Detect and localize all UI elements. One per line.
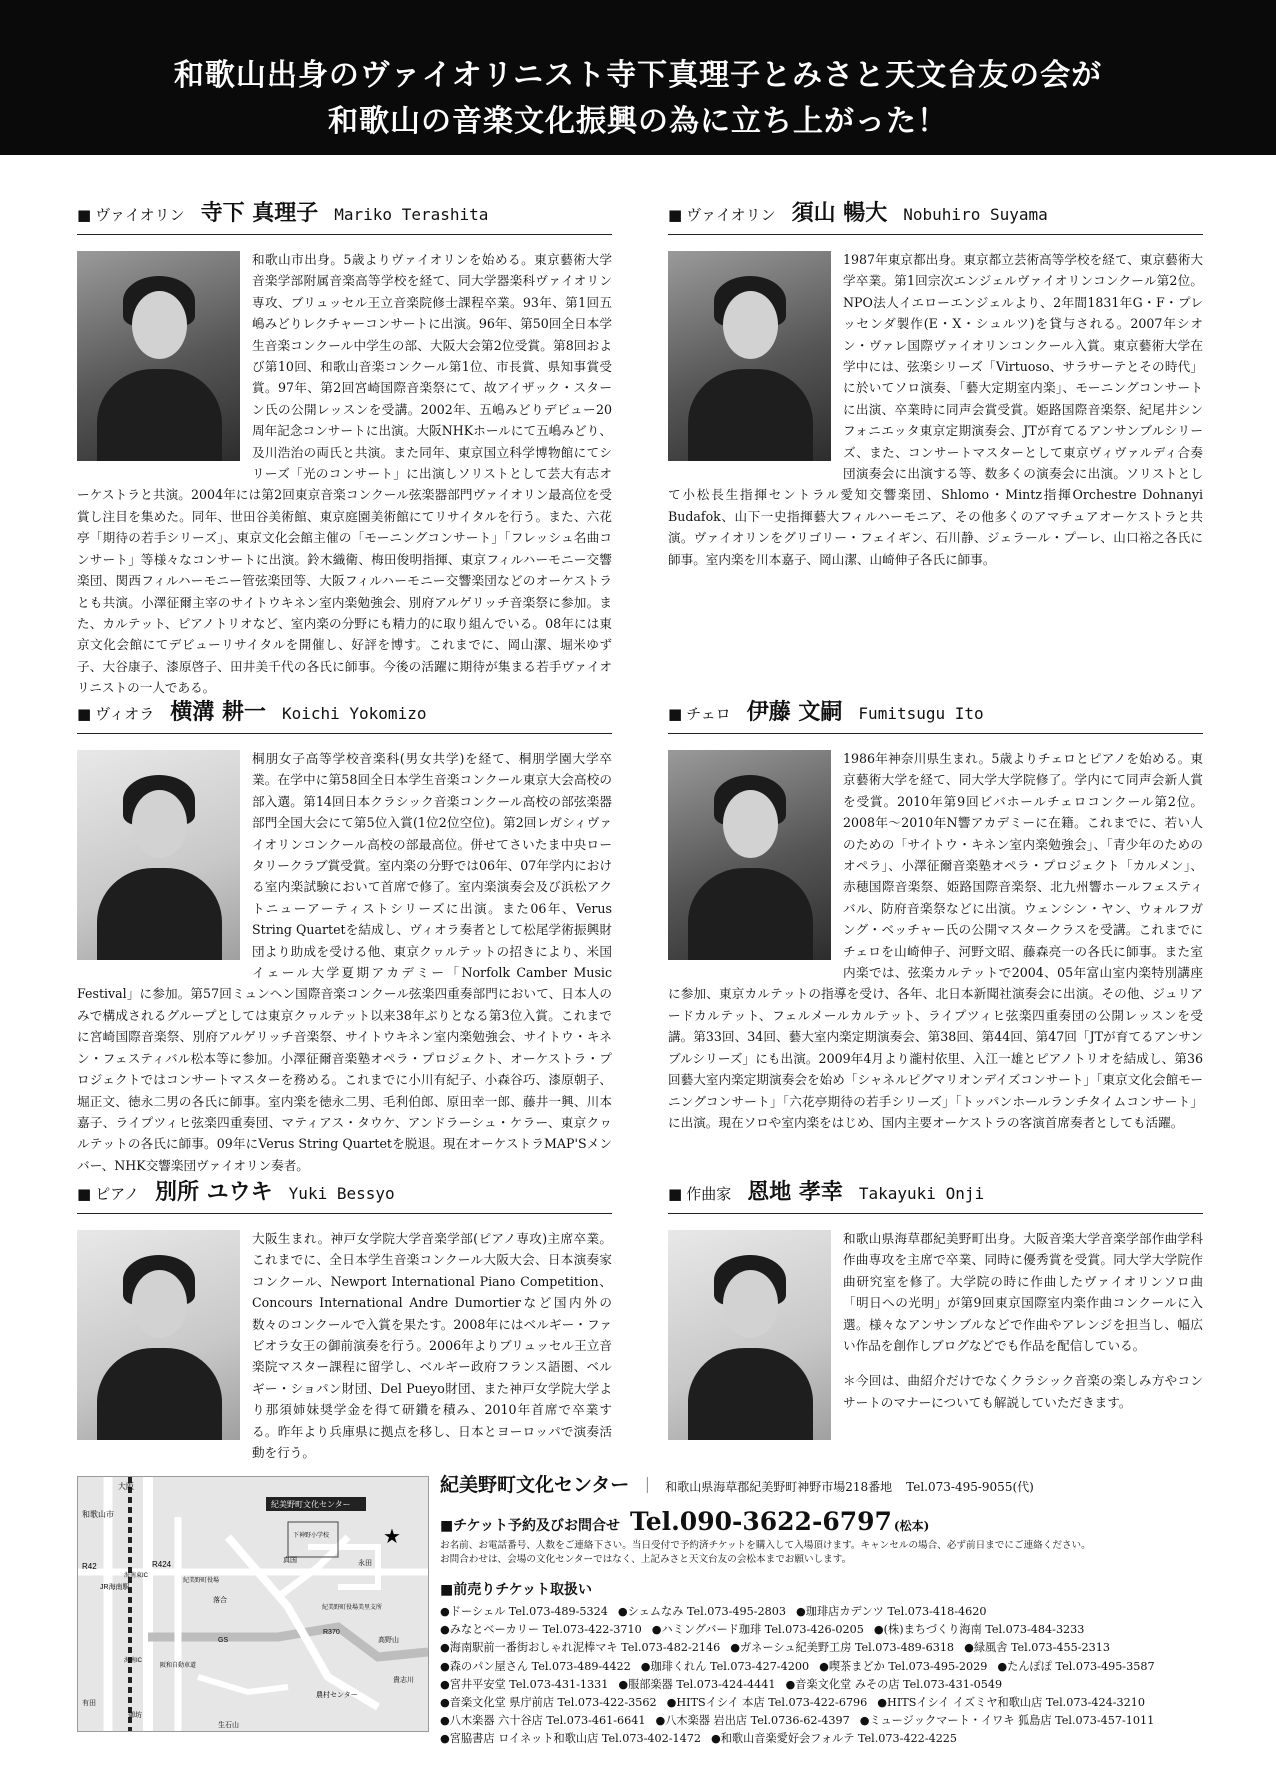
- profile-bio-block: [77, 249, 612, 699]
- svg-text:高野山: 高野山: [378, 1637, 399, 1644]
- name-japanese: 寺下 真理子: [200, 200, 319, 226]
- svg-text:海南IC: 海南IC: [124, 1658, 143, 1664]
- ticket-note-2: お問合わせは、会場の文化センターではなく、上記みさと天文台友の会松本までお願いします。: [440, 1554, 852, 1565]
- instrument-label: 作曲家: [686, 1185, 732, 1203]
- shop-item: ●八木楽器 岩出店 Tel.0736-62-4397: [655, 1714, 850, 1728]
- venue-tel: Tel.073-495-9055(代): [906, 1480, 1034, 1494]
- ticket-note-1: お名前、お電話番号、人数をご連絡下さい。当日受付で予約済チケットを購入して入場頂けます。キャンセルの場合、必ず前日までにご連絡ください。: [440, 1540, 1091, 1551]
- venue-address: 和歌山県海草郡紀美野町神野市場218番地: [665, 1480, 893, 1494]
- profile-bio-block: [668, 1228, 1203, 1413]
- svg-text:大阪: 大阪: [118, 1482, 134, 1491]
- profile-terashita: [77, 196, 612, 699]
- header-banner: [0, 0, 1276, 155]
- svg-text:貴志川: 貴志川: [393, 1677, 414, 1684]
- svg-text:海南東IC: 海南東IC: [124, 1573, 149, 1579]
- shop-list: [440, 1603, 1240, 1749]
- profile-bio-block: [668, 249, 1203, 570]
- access-map: [77, 1476, 429, 1732]
- shop-item: ●海南駅前一番街おしゃれ泥棒マキ Tel.073-482-2146: [440, 1641, 721, 1655]
- name-english: Mariko Terashita: [334, 205, 489, 224]
- divider: ｜: [639, 1476, 656, 1495]
- banner-line-1: 和歌山出身のヴァイオリニスト寺下真理子とみさと天文台友の会が: [173, 58, 1103, 93]
- shop-item: ●八木楽器 六十谷店 Tel.073-461-6641: [440, 1714, 646, 1728]
- name-english: Yuki Bessyo: [288, 1184, 395, 1203]
- profile-bessyo: [77, 1175, 612, 1463]
- svg-text:御坊: 御坊: [128, 1712, 142, 1719]
- portrait-photo: [77, 750, 240, 960]
- svg-text:農村センター: 農村センター: [316, 1692, 358, 1699]
- profile-heading: [668, 695, 1203, 734]
- svg-text:R370: R370: [323, 1629, 340, 1636]
- shop-item: ●HITSイシイ 本店 Tel.073-422-6796: [666, 1696, 868, 1710]
- svg-text:永田: 永田: [358, 1560, 372, 1567]
- instrument-label: チェロ: [686, 705, 731, 723]
- shop-item: ●珈琲くれん Tel.073-427-4200: [640, 1659, 810, 1673]
- name-japanese: 伊藤 文嗣: [746, 699, 843, 725]
- shop-item: ●森のパン屋さん Tel.073-489-4422: [440, 1659, 631, 1673]
- portrait-photo: [77, 251, 240, 461]
- svg-text:落合: 落合: [213, 1597, 227, 1604]
- shop-item: ●HITSイシイ イズミヤ和歌山店 Tel.073-424-3210: [877, 1696, 1145, 1710]
- profile-heading: [668, 196, 1203, 235]
- profile-note: ＊今回は、曲紹介だけでなくクラシック音楽の楽しみ方やコンサートのマナーについても解説していただきます。: [843, 1373, 1203, 1410]
- shop-item: ●ミュージックマート・イワキ 狐島店 Tel.073-457-1011: [859, 1714, 1155, 1728]
- svg-text:紀美野町役場: 紀美野町役場: [183, 1578, 220, 1584]
- portrait-photo: [668, 1230, 831, 1440]
- shop-item: ●緑風舎 Tel.073-455-2313: [964, 1641, 1111, 1655]
- name-english: Takayuki Onji: [858, 1184, 985, 1203]
- profile-onji: [668, 1175, 1203, 1444]
- square-bullet-icon: ■: [668, 705, 683, 723]
- ticket-tel: Tel.090-3622-6797: [629, 1507, 892, 1536]
- svg-text:R424: R424: [152, 1560, 172, 1569]
- name-japanese: 恩地 孝幸: [747, 1179, 843, 1205]
- name-english: Nobuhiro Suyama: [903, 205, 1048, 224]
- profile-suyama: [668, 196, 1203, 570]
- portrait-photo: [668, 750, 831, 960]
- profile-heading: [77, 1175, 612, 1214]
- profile-bio-block: [668, 748, 1203, 1133]
- shop-item: ●和歌山音楽愛好会フォルテ Tel.073-422-4225: [710, 1732, 958, 1746]
- banner-line-2: 和歌山の音楽文化振興の為に立ち上がった！: [328, 104, 948, 139]
- shop-item: ●宮脇書店 ロイネット和歌山店 Tel.073-402-1472: [440, 1732, 701, 1746]
- svg-text:GS: GS: [218, 1637, 229, 1644]
- profile-bio: 大阪生まれ。神戸女学院大学音楽学部(ピアノ専攻)主席卒業。これまでに、全日本学生音楽コンクール大阪大会、日本演奏家コンクール、Newport International Piano Competition、Concours International Andre Dumortierなど国内外の数々のコンクールで入賞を果たす。2008年にはベルギー・ファビオラ女王の御前演奏を行う。2006年よりブリュッセル王立音楽院マスター課程に留学し、ベルギー政府フランス語圏、ベルギー・ショパン財団、Del Pueyo財団、また神戸女学院大学より那須姉妹奨学金を得て研鑽を積み、2010年首席で卒業する。昨年より兵庫県に拠点を移し、日本とヨーロッパで演奏活動を行う。: [252, 1231, 612, 1461]
- instrument-label: ヴァイオリン: [95, 206, 185, 224]
- svg-text:有田: 有田: [82, 1700, 96, 1707]
- square-bullet-icon: ■: [668, 1185, 683, 1203]
- profile-bio-block: [77, 1228, 612, 1463]
- svg-text:★: ★: [383, 1526, 401, 1548]
- svg-text:阪和自動車道: 阪和自動車道: [160, 1663, 197, 1669]
- ticket-contact-name: (松本): [893, 1519, 930, 1533]
- shop-item: ●シェムなみ Tel.073-495-2803: [617, 1605, 787, 1618]
- profile-bio: 和歌山市出身。5歳よりヴァイオリンを始める。東京藝術大学音楽学部附属音楽高等学校を経て、同大学器楽科ヴァイオリン専攻、ブリュッセル王立音楽院修士課程卒業。93年、第1回五嶋みどりレクチャーコンサートに出演。96年、第50回全日本学生音楽コンクール中学生の部、大阪大会第2位受賞。第8回および第10回、和歌山音楽コンクール第1位、市長賞、県知事賞受賞。97年、第2回宮崎国際音楽祭にて、故アイザック・スターン氏の公開レッスンを受講。2002年、五嶋みどりデビュー20周年記念コンサートに出演。大阪NHKホールにて五嶋みどり、及川浩治の両氏と共演。また同年、東京国立科学博物館にてシリーズ「光のコンサート」に出演しソリストとして芸大有志オーケストラと共演。2004年には第2回東京音楽コンクール弦楽器部門ヴァイオリン最高位を受賞し注目を集めた。同年、世田谷美術館、東京庭園美術館にてリサイタルを行う。また、六花亭「期待の若手シリーズ」、東京文化会館主催の「モーニングコンサート」「フレッシュ名曲コンサート」等様々なコンサートに出演。鈴木織衛、梅田俊明指揮、東京フィルハーモニー交響楽団、関西フィルハーモニー管弦楽団等、大阪フィルハーモニー交響楽団などのオーケストラとも共演。小澤征爾主宰のサイトウキネン室内楽勉強会、別府アルゲリッチ音楽祭に参加。また、カルテット、ピアノトリオなど、室内楽の分野にも精力的に取り組んでいる。08年には東京文化会館にてデビューリサイタルを開催し、好評を博す。これまでに、岡山潔、堀米ゆず子、大谷康子、漆原啓子、田井美千代の各氏に師事。今後の活躍に期待が集まる若手ヴァイオリニストの一人である。: [77, 252, 612, 696]
- name-english: Fumitsugu Ito: [858, 704, 984, 723]
- map-venue-label: 紀美野町文化センター: [271, 1500, 351, 1509]
- profile-yokomizo: [77, 695, 612, 1176]
- name-japanese: 須山 暢大: [791, 200, 888, 226]
- instrument-label: ヴィオラ: [95, 705, 155, 723]
- svg-text:紀美野町役場美里支所: 紀美野町役場美里支所: [322, 1605, 383, 1611]
- shop-item: ●みなとベーカリー Tel.073-422-3710: [440, 1623, 642, 1637]
- profile-bio: 1986年神奈川県生まれ。5歳よりチェロとピアノを始める。東京藝術大学を経て、同大学大学院修了。学内にて同声会新人賞を受賞。2010年第9回ビバホールチェロコンクール第2位。2008年〜2010年N響アカデミーに在籍。これまでに、若い人のための「サイトウ・キネン室内楽勉強会」、「青少年のためのオペラ」、小澤征爾音楽塾オペラ・プロジェクト「カルメン」、赤穂国際音楽祭、姫路国際音楽祭、北九州響ホールフェスティバル、防府音楽祭などに出演。ウェンシン・ヤン、ウォルフガング・ベッチャー氏の公開マスタークラスを受講。これまでにチェロを山崎伸子、河野文昭、藤森亮一の各氏に師事。また室内楽では、弦楽カルテットで2004、05年富山室内楽特別講座に参加、東京カルテットの指導を受け、各年、北日本新聞社演奏会に出演。その他、ジュリアードカルテット、フェルメールカルテット、ライプツィヒ弦楽四重奏団の公開レッスンを受講。第33回、34回、藝大室内楽定期演奏会、第38回、第44回、第47回「JTが育てるアンサンブルシリーズ」にも出演。2009年4月より瀧村依里、入江一雄とピアノトリオを結成し、第36回藝大室内楽定期演奏会を始め「シャネルピグマリオンデイズコンサート」「東京文化会館モーニングコンサート」「六花亭期待の若手シリーズ」「トッパンホールランチタイムコンサート」に出演。現在ソロや室内楽をはじめ、国内主要オーケストラの客演首席奏者としても活躍。: [668, 751, 1203, 1130]
- name-japanese: 別所 ユウキ: [155, 1179, 273, 1205]
- shop-item: ●宮井平安堂 Tel.073-431-1331: [440, 1677, 609, 1691]
- shop-item: ●ドーシェル Tel.073-489-5324: [440, 1605, 608, 1618]
- svg-text:下神野小学校: 下神野小学校: [293, 1533, 330, 1539]
- portrait-photo: [668, 251, 831, 461]
- square-bullet-icon: ■: [668, 206, 683, 224]
- shop-item: ●音楽文化堂 県庁前店 Tel.073-422-3562: [440, 1696, 657, 1710]
- svg-text:生石山: 生石山: [218, 1722, 239, 1729]
- shops-heading: ■前売りチケット取扱い: [440, 1582, 592, 1598]
- shop-item: ●たんぽぽ Tel.073-495-3587: [997, 1659, 1155, 1673]
- instrument-label: ピアノ: [95, 1185, 139, 1203]
- shop-item: ●服部楽器 Tel.073-424-4441: [618, 1677, 776, 1691]
- shop-item: ●ガネーシュ紀美野工房 Tel.073-489-6318: [730, 1641, 955, 1655]
- profile-bio-block: [77, 748, 612, 1176]
- profile-heading: [77, 695, 612, 734]
- profile-bio: 1987年東京都出身。東京都立芸術高等学校を経て、東京藝術大学卒業。第1回宗次エンジェルヴァイオリンコンクール第2位。NPO法人イエローエンジェルより、2年間1831年G・F・プレッセンダ製作(E・X・シュルツ)を貸与される。2007年シオン・ヴァレ国際ヴァイオリンコンクール入賞。東京藝術大学在学中には、弦楽シリーズ「Virtuoso、サラサーテとその時代」に於いてソロ演奏、「藝大定期室内楽」、モーニングコンサートに出演、卒業時に同声会賞受賞。姫路国際音楽祭、紀尾井シンフォニエッタ東京定期演奏会、JTが育てるアンサンブルシリーズ、また、コンサートマスターとして東京ヴィヴァルディ合奏団演奏会に出演する等、数多くの演奏会に出演。ソリストとして小松長生指揮セントラル愛知交響楽団、Shlomo・Mintz指揮Orchestre Dohnanyi Budafok、山下一史指揮藝大フィルハーモニア、その他多くのアマチュアオーケストラと共演。ヴァイオリンをグリゴリー・フェイギン、石川静、ジェラール・プーレ、山口裕之各氏に師事。室内楽を川本嘉子、岡山潔、山崎伸子各氏に師事。: [668, 252, 1203, 567]
- shop-item: ●ハミングバード珈琲 Tel.073-426-0205: [651, 1623, 864, 1637]
- venue-name: 紀美野町文化センター: [440, 1474, 630, 1496]
- square-bullet-icon: ■: [77, 1185, 92, 1203]
- shop-item: ●(株)まちづくり海南 Tel.073-484-3233: [873, 1623, 1085, 1637]
- name-japanese: 横溝 耕一: [170, 699, 266, 725]
- profile-ito: [668, 695, 1203, 1133]
- svg-text:和歌山市: 和歌山市: [82, 1510, 114, 1519]
- svg-text:JR海南駅: JR海南駅: [100, 1584, 130, 1591]
- portrait-photo: [77, 1230, 240, 1440]
- profile-bio: 桐朋女子高等学校音楽科(男女共学)を経て、桐朋学園大学卒業。在学中に第58回全日本学生音楽コンクール東京大会高校の部入選。第14回日本クラシック音楽コンクール高校の部弦楽器部門全国大会にて第5位入賞(1位2位空位)。第2回レガシィヴァイオリンコンクール高校の部最高位。併せてさいたま中央ロータリークラブ賞受賞。室内楽の分野では06年、07年学内における室内楽試験において首席で修了。室内楽演奏会及び浜松アクトニューアーティストシリーズに出演。また06年、Verus String Quartetを結成し、ヴィオラ奏者として松尾学術振興財団より助成を受ける他、東京クヮルテットの招きにより、米国イェール大学夏期アカデミー「Norfolk Camber Music Festival」に参加。第57回ミュンヘン国際音楽コンクール弦楽四重奏部門において、日本人のみで構成されるグループとしては東京クヮルテット以来38年ぶりとなる第3位入賞。これまでに宮崎国際音楽祭、別府アルゲリッチ音楽祭、サイトウキネン室内楽勉強会、サイトウ・キネン・フェスティバル松本等に参加。小澤征爾音楽塾オペラ・プロジェクト、オーケストラ・プロジェクトではコンサートマスターを務める。これまでに小川有紀子、小森谷巧、漆原朝子、堀正文、徳永二男の各氏に師事。室内楽を徳永二男、毛利伯郎、原田幸一郎、藤井一興、川本嘉子、ライプツィヒ弦楽四重奏団、マティアス・タウケ、アンドラーシュ・ケラー、東京クヮルテットの各氏に師事。09年にVerus String Quartetを脱退。現在オーケストラMAP'Sメンバー、NHK交響楽団ヴァイオリン奏者。: [77, 751, 612, 1173]
- venue-info: [440, 1470, 1240, 1749]
- svg-text:R42: R42: [82, 1562, 97, 1571]
- profile-heading: [77, 196, 612, 235]
- shop-item: ●音楽文化堂 みその店 Tel.073-431-0549: [785, 1677, 1003, 1691]
- square-bullet-icon: ■: [77, 705, 92, 723]
- profile-bio: 和歌山県海草郡紀美野町出身。大阪音楽大学音楽学部作曲学科作曲専攻を主席で卒業、同時に優秀賞を受賞。同大学大学院作曲研究室を修了。大学院の時に作曲したヴァイオリンソロ曲「明日への光明」が第9回東京国際室内楽作曲コンクールに入選。様々なアンサンブルなどで作曲やアレンジを担当し、幅広い作品を創作しブログなどでも作品を配信している。: [843, 1231, 1203, 1354]
- profile-heading: [668, 1175, 1203, 1214]
- svg-text:真国: 真国: [283, 1557, 297, 1564]
- ticket-heading: ■チケット予約及びお問合せ: [440, 1518, 620, 1534]
- shop-item: ●喫茶まどか Tel.073-495-2029: [819, 1659, 988, 1673]
- instrument-label: ヴァイオリン: [686, 206, 776, 224]
- name-english: Koichi Yokomizo: [281, 704, 427, 723]
- square-bullet-icon: ■: [77, 206, 92, 224]
- shop-item: ●珈琲店カデンツ Tel.073-418-4620: [796, 1605, 987, 1618]
